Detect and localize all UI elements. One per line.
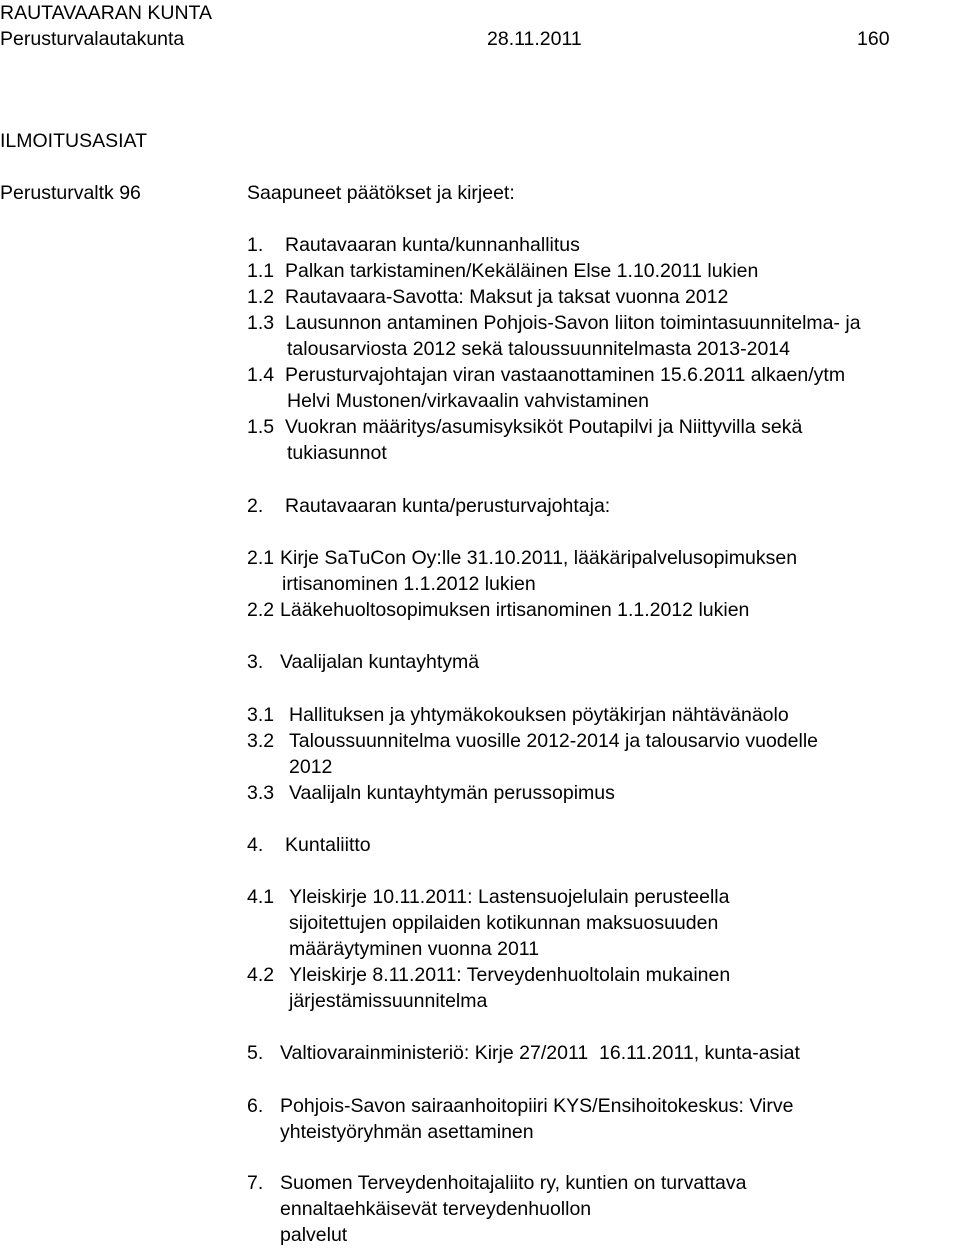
item-text: Pohjois-Savon sairaanhoitopiiri KYS/Ensihoitokeskus: Virve (280, 1095, 794, 1117)
item-number: 1.4 (247, 364, 275, 386)
item-text: Vuokran määritys/asumisyksiköt Poutapilvi ja Niittyvilla sekä (285, 416, 803, 438)
list-item (247, 493, 610, 519)
item-text: Kirje SaTuCon Oy:lle 31.10.2011, lääkäripalvelusopimuksen (280, 547, 798, 569)
item-text-continued: järjestämissuunnitelma (289, 990, 488, 1012)
item-number: 4.2 (247, 964, 275, 986)
item-text: Rautavaaran kunta/kunnanhallitus (285, 234, 580, 256)
list-item (247, 258, 758, 284)
item-number: 1.1 (247, 260, 275, 282)
item-number: 7. (247, 1172, 264, 1194)
item-text: Vaalijaln kuntayhtymän perussopimus (289, 782, 615, 804)
item-number: 5. (247, 1042, 264, 1064)
intro-heading: Saapuneet päätökset ja kirjeet: (247, 182, 515, 204)
list-item (247, 780, 615, 806)
item-text: Rautavaara-Savotta: Maksut ja taksat vuonna 2012 (285, 286, 729, 308)
item-text-continued: 2012 (289, 756, 333, 778)
list-item (247, 962, 730, 988)
item-number: 3.2 (247, 730, 275, 752)
item-text: Rautavaaran kunta/perusturvajohtaja: (285, 495, 611, 517)
item-text-continued: irtisanominen 1.1.2012 lukien (282, 573, 536, 595)
item-text: Lääkehuoltosopimuksen irtisanominen 1.1.2012 lukien (280, 599, 750, 621)
item-number: 1.3 (247, 312, 275, 334)
list-item (247, 284, 728, 310)
list-item (247, 649, 479, 675)
list-item (247, 232, 580, 258)
item-number: 2. (247, 495, 264, 517)
organization-name: RAUTAVAARAN KUNTA (0, 2, 212, 24)
section-title: ILMOITUSASIAT (0, 130, 147, 152)
item-text-continued: ennaltaehkäisevät terveydenhuollon (280, 1198, 592, 1220)
item-text: Kuntaliitto (285, 834, 371, 856)
item-text: Perusturvajohtajan viran vastaanottaminen 15.6.2011 alkaen/ytm (285, 364, 846, 386)
board-name: Perusturvalautakunta (0, 28, 185, 50)
list-item (247, 545, 797, 571)
list-item (247, 310, 861, 336)
list-item (247, 884, 729, 910)
list-item (247, 1170, 746, 1196)
item-text: Lausunnon antaminen Pohjois-Savon liiton toimintasuunnitelma- ja (285, 312, 861, 334)
item-text: Valtiovarainministeriö: Kirje 27/2011 16.11.2011, kunta-asiat (280, 1042, 800, 1064)
item-text-continued: yhteistyöryhmän asettaminen (280, 1121, 534, 1143)
list-item (247, 362, 845, 388)
item-number: 4.1 (247, 886, 275, 908)
item-number: 1.5 (247, 416, 275, 438)
item-text: Vaalijalan kuntayhtymä (280, 651, 480, 673)
item-text-continued: palvelut (280, 1224, 348, 1246)
list-item (247, 702, 789, 728)
item-number: 4. (247, 834, 264, 856)
item-number: 3.1 (247, 704, 275, 726)
item-number: 2.2 (247, 599, 275, 621)
list-item (247, 414, 802, 440)
list-item (247, 728, 818, 754)
item-text: Hallituksen ja yhtymäkokouksen pöytäkirjan nähtävänäolo (289, 704, 789, 726)
list-item (247, 1093, 793, 1119)
item-text: Palkan tarkistaminen/Kekäläinen Else 1.10.2011 lukien (285, 260, 759, 282)
list-item (247, 597, 749, 623)
item-number: 3. (247, 651, 264, 673)
reference-label: Perusturvaltk 96 (0, 182, 141, 204)
item-text-continued: talousarviosta 2012 sekä taloussuunnitelmasta 2013-2014 (287, 338, 791, 360)
item-text: Yleiskirje 8.11.2011: Terveydenhuoltolain mukainen (289, 964, 731, 986)
item-text: Suomen Terveydenhoitajaliito ry, kuntien on turvattava (280, 1172, 747, 1194)
item-number: 2.1 (247, 547, 275, 569)
list-item (247, 1040, 800, 1066)
item-number: 1.2 (247, 286, 275, 308)
item-text-continued: sijoitettujen oppilaiden kotikunnan maksuosuuden (289, 912, 719, 934)
list-item (247, 832, 371, 858)
item-number: 6. (247, 1095, 264, 1117)
item-text: Taloussuunnitelma vuosille 2012-2014 ja talousarvio vuodelle (289, 730, 819, 752)
item-number: 3.3 (247, 782, 275, 804)
item-text-continued: Helvi Mustonen/virkavaalin vahvistaminen (287, 390, 649, 412)
meeting-date: 28.11.2011 (487, 28, 582, 50)
item-text: Yleiskirje 10.11.2011: Lastensuojelulain perusteella (289, 886, 730, 908)
item-text-continued: tukiasunnot (287, 442, 387, 464)
item-text-continued: määräytyminen vuonna 2011 (289, 938, 540, 960)
item-number: 1. (247, 234, 264, 256)
page-number: 160 (857, 28, 890, 50)
